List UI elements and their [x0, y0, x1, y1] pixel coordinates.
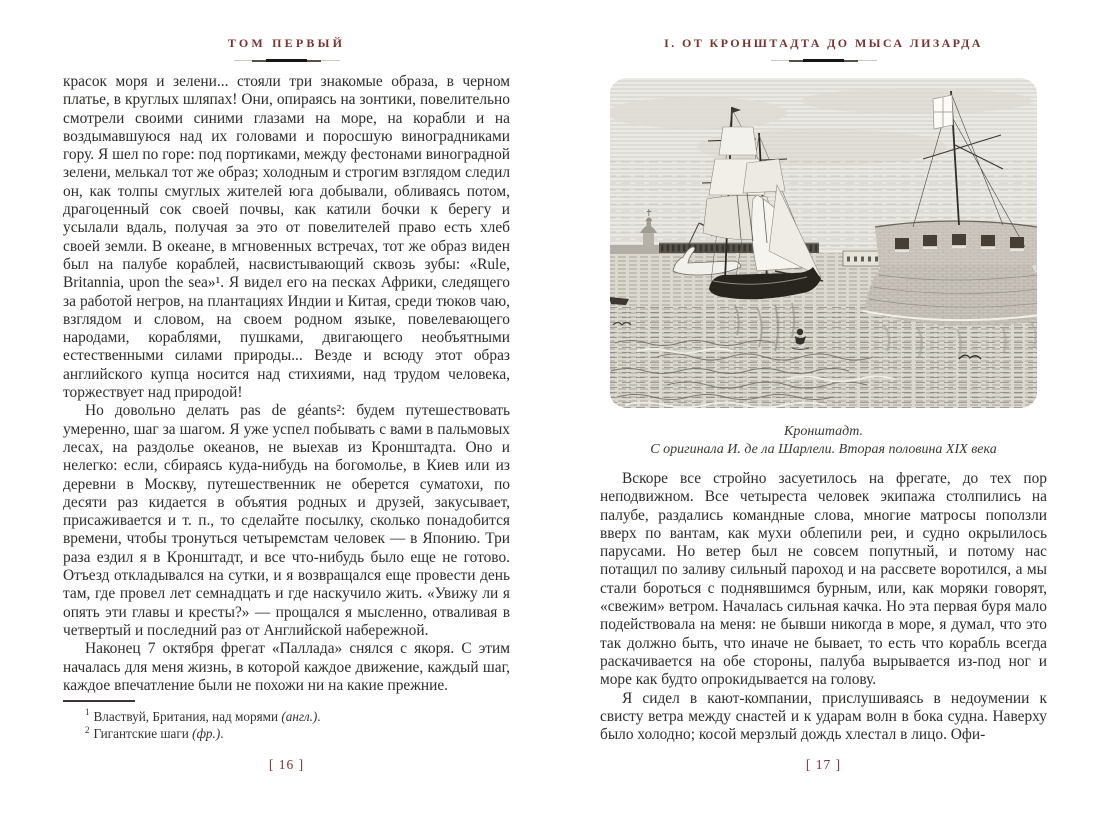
paragraph: Наконец 7 октября фрегат «Паллада» снялся с якоря. С этим началась для меня жизнь, в которой каждое движение, каждый шаг, каждое впечатление были не похожи ни на какие прежние.	[63, 640, 510, 694]
footnote	[63, 725, 510, 743]
footnote-text: Гигантские шаги	[93, 726, 193, 742]
paragraph: Вскоре все стройно засуетилось на фрегате, до тех пор неподвижном. Все четыреста человек экипажа столпились на палубе, раздались командные слова, многие матросы поползли вверх по вантам, как мухи облепили реи, и судно окрылилось парусами. Но ветер был не совсем попутный, и потому нас потащил по заливу сильный пароход и на рассвете воротился, а мы стали бороться с поднявшимся бурным, или, как моряки говорят, «свежим» ветром. Началась сильная качка. Но эта первая буря мало подействовала на меня: не бывши никогда в море, я думал, что это так должно быть, что иначе не бывает, то есть что корабль всегда раскачивается на обе стороны, палуба вырывается из-под ног и море как будто опрокидывается на голову.	[600, 470, 1047, 689]
page-number-right: [ 17 ]	[805, 757, 842, 772]
rule-thick-segment	[803, 59, 843, 62]
running-head-right: I. ОТ КРОНШТАДТА ДО МЫСА ЛИЗАРДА	[664, 36, 983, 50]
footnote-lang-note: (англ.)	[281, 708, 318, 724]
footnote-tail: .	[220, 726, 224, 742]
footnote-tail: .	[317, 708, 321, 724]
body-text-left	[63, 73, 510, 695]
paragraph: Я сидел в кают-компании, прислушиваясь в недоумении к свисту ветра между снастей и к ударам волн в бока судна. Наверху было холодно; косой мерзлый дождь хлестал в лицо. Офи-	[600, 689, 1047, 744]
running-head-left: ТОМ ПЕРВЫЙ	[227, 36, 346, 50]
illustration-caption	[607, 423, 1040, 459]
caption-line-2: С оригинала И. де ла Шарлели. Вторая половина XIX века	[650, 442, 997, 457]
caption-line-1: Кронштадт.	[784, 424, 863, 439]
sea-fort	[863, 221, 1040, 326]
footnote-marker: 2	[85, 724, 90, 735]
footnote	[63, 708, 510, 726]
body-text-right	[600, 470, 1047, 744]
paragraph: Но довольно делать pas de géants²: будем путешествовать умеренно, шаг за шагом. Я уже успел побывать с вами в пальмовых лесах, на раздолье океанов, не выехав из Кронштадта. Оно и нелегко: если, сбираясь куда-нибудь на богомолье, в Киев или из деревни в Москву, путешественник не оберется суматохи, по десяти раз кидается в объятия родных и друзей, закусывает, присаживается и т. п., то сделайте посылку, сколько понадобится времени, чтобы тронуться четыремстам человек — в Японию. Три раза ездил я в Кронштадт, и все что-нибудь было еще не готово. Отъезд откладывался на сутки, и я возвращался еще провести день там, где провел лет семнадцать и где наскучило жить. «Увижу ли я опять эти главы и кресты?» — прощался я мысленно, отваливая в четвертый и последний раз от Английской набережной.	[63, 402, 510, 639]
footnote-text: Властвуй, Британия, над морями	[93, 708, 282, 724]
paragraph: красок моря и зелени... стояли три знакомые образа, в черном платье, в круглых шляпах! Они, опираясь на зонтики, повелительно смотрели своими синими глазами на море, на корабли и на воздымавшуюся над их головами и поросшую виноградниками гору. Я шел по горе: под портиками, между фестонами виноградной зелени, мелькал тот же образ; холодным и строгим взглядом следил он, как толпы смуглых жителей юга добывали, обливаясь потом, драгоценный сок своей почвы, как катили бочки к берегу и усылали вдаль, получая за это от повелителей право есть хлеб своей земли. В океане, в мгновенных встречах, тот же образ виден был на палубе кораблей, насвистывающий сквозь зубы: «Rule, Britannia, upon the sea»¹. Я видел его на песках Африки, следящего за работой негров, на плантациях Индии и Китая, среди тюков чаю, взглядом и словом, на своем родном языке, повелевающего народами, кораблями, пушками, двигающего необъятными естественными силами природы... Везде и всюду этот образ английского купца носится над стихиями, над трудом человека, торжествует над природой!	[63, 73, 510, 402]
header-ornament-rule	[771, 59, 877, 62]
page-right	[600, 36, 1047, 744]
footnote-separator-rule	[63, 700, 135, 702]
footnote-marker: 1	[85, 707, 90, 718]
page-number-left: [ 16 ]	[268, 757, 305, 772]
engraving-svg	[607, 75, 1040, 413]
footnote-lang-note: (фр.)	[192, 726, 221, 742]
footnotes-block	[63, 700, 510, 743]
page-left	[63, 36, 510, 743]
kronstadt-engraving	[607, 75, 1040, 459]
rule-thick-segment	[266, 59, 306, 62]
header-ornament-rule	[234, 59, 340, 62]
